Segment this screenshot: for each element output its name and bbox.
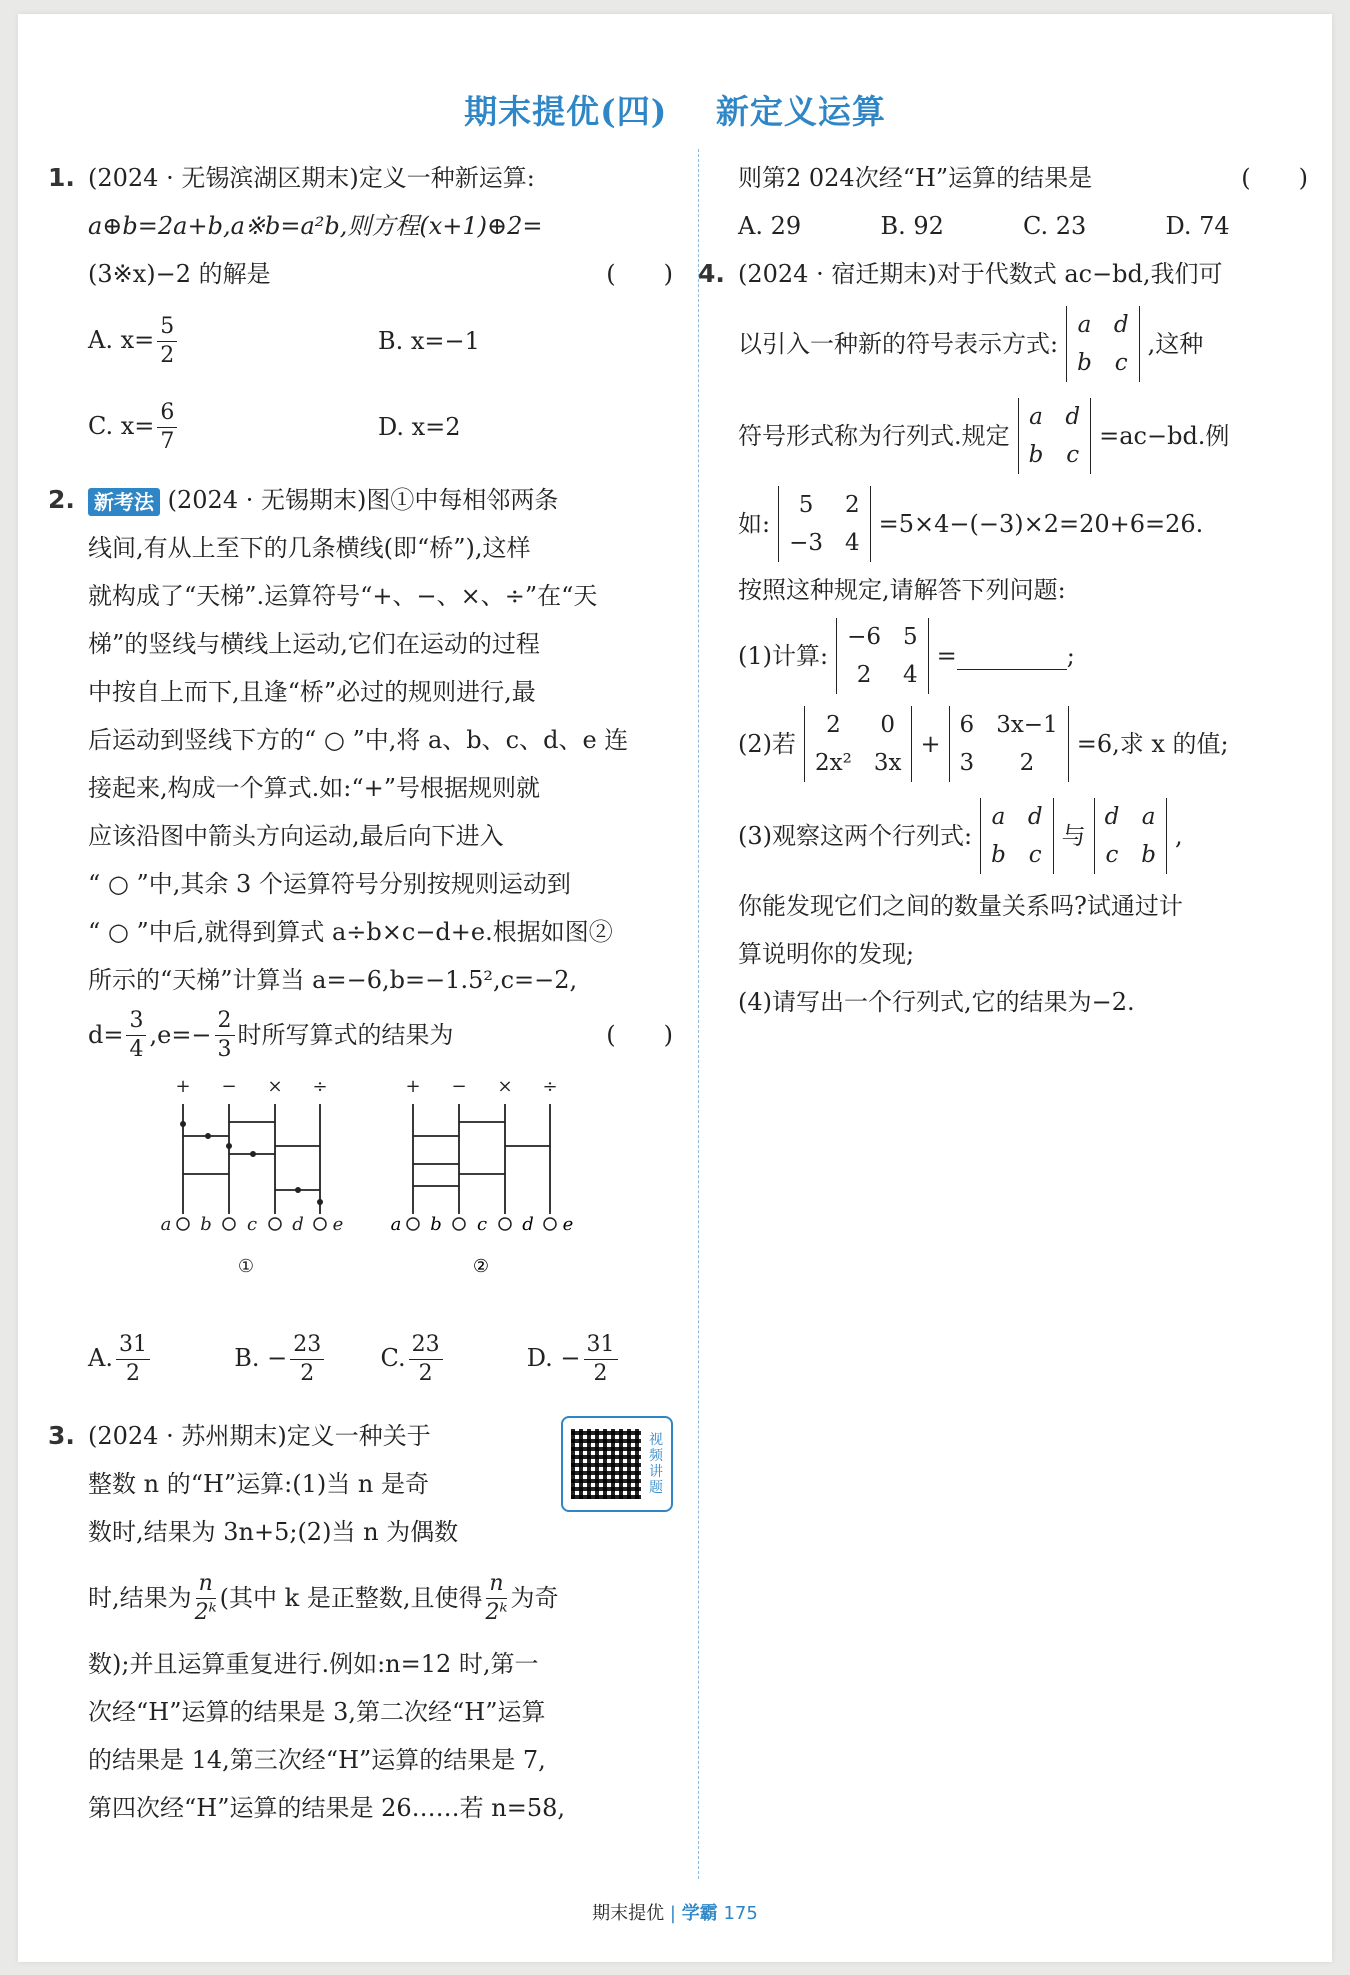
qr-code-image: [571, 1429, 641, 1499]
qr-code[interactable]: [561, 1416, 673, 1512]
var-label: b: [430, 1214, 442, 1235]
q4-part1: (1)计算: −6 5 2 4 = ;: [738, 614, 1308, 698]
q3-line: 的结果是 14,第三次经“H”运算的结果是 7,: [88, 1746, 546, 1774]
left-column: [48, 154, 673, 1284]
op-label: −: [221, 1076, 237, 1097]
answer-paren: ( ): [1241, 164, 1308, 192]
q2-line: 新考法 (2024 · 无锡期末)图①中每相邻两条: [88, 476, 673, 524]
var-label: e: [562, 1214, 574, 1235]
title-part1: 期末提优(四): [464, 92, 668, 131]
right-column: [698, 154, 1308, 1026]
footer-separator: |: [669, 1903, 676, 1924]
q2-line: 应该沿图中箭头方向运动,最后向下进入: [88, 822, 504, 850]
var-label: d: [522, 1214, 534, 1235]
q4-line: 算说明你的发现;: [738, 940, 915, 968]
option-a[interactable]: A. $\frac{31}{2}$: [88, 1331, 234, 1388]
path-arrow: [226, 1143, 232, 1149]
q4-part4: (4)请写出一个行列式,它的结果为−2.: [738, 988, 1135, 1016]
op-label: ÷: [312, 1076, 328, 1097]
option-d[interactable]: D. − $\frac{31}{2}$: [527, 1331, 673, 1388]
q2-options: [88, 1319, 673, 1399]
q4-part2: (2)若 2 0 2x² 3x + 6 3x−1 3 2 =6,求 x 的值;: [738, 698, 1308, 790]
result-circle: [544, 1218, 556, 1230]
q2-line: 就构成了“天梯”.运算符号“+、−、×、÷”在“天: [88, 582, 598, 610]
determinant: 2 0 2x² 3x: [804, 706, 912, 782]
page-title: [18, 86, 1332, 133]
video-explanation-label: 视频讲题: [649, 1432, 663, 1496]
q1-line: a⊕b=2a+b,a※b=a²b,则方程(x+1)⊕2=: [88, 212, 543, 240]
var-label: b: [200, 1214, 212, 1235]
var-label: a: [160, 1214, 172, 1235]
option-c[interactable]: C. x= $\frac{6}{7}$: [88, 399, 378, 456]
question-number: 1.: [48, 163, 75, 192]
q3-line: 数);并且运算重复进行.例如:n=12 时,第一: [88, 1650, 539, 1678]
option-b[interactable]: B. 92: [880, 212, 944, 240]
determinant: 5 2 −3 4: [778, 486, 871, 562]
op-label: −: [451, 1076, 467, 1097]
op-label: ×: [497, 1076, 513, 1097]
q4-part3: (3)观察这两个行列式: a d b c 与 d a c b ,: [738, 790, 1308, 882]
result-circle: [453, 1218, 465, 1230]
determinant: a d b c: [1066, 306, 1139, 382]
var-label: c: [246, 1214, 258, 1235]
page-number: 175: [723, 1903, 758, 1924]
option-d[interactable]: D. 74: [1165, 212, 1230, 240]
q4-line: 你能发现它们之间的数量关系吗?试通过计: [738, 892, 1183, 920]
var-label: c: [476, 1214, 488, 1235]
column-divider: [698, 149, 699, 1879]
answer-paren: ( ): [606, 260, 673, 288]
q2-options-row: [88, 1319, 673, 1399]
determinant: a d b c: [1018, 398, 1091, 474]
q2-line: “ ○ ”中后,就得到算式 a÷b×c−d+e.根据如图②: [88, 918, 613, 946]
determinant: d a c b: [1094, 798, 1167, 874]
result-circle: [223, 1218, 235, 1230]
title-part2: 新定义运算: [715, 92, 886, 131]
q4-line: 符号形式称为行列式.规定 a d b c =ac−bd.例: [738, 390, 1308, 482]
var-label: a: [390, 1214, 402, 1235]
ladder-figures: [88, 1074, 673, 1284]
figure-label: ①: [237, 1256, 255, 1277]
option-b[interactable]: B. x=−1: [378, 327, 480, 355]
determinant: 6 3x−1 3 2: [949, 706, 1069, 782]
footer-label: 期末提优: [592, 1903, 665, 1924]
q4-line: (2024 · 宿迁期末)对于代数式 ac−bd,我们可: [738, 260, 1223, 288]
determinant: −6 5 2 4: [836, 618, 929, 694]
option-b[interactable]: B. − $\frac{23}{2}$: [234, 1331, 380, 1388]
option-d[interactable]: D. x=2: [378, 413, 461, 441]
figure-label: ②: [472, 1256, 490, 1277]
q2-line: 中按自上而下,且逢“桥”必过的规则进行,最: [88, 678, 536, 706]
option-a[interactable]: A. x= $\frac{5}{2}$: [88, 313, 378, 370]
answer-paren: ( ): [606, 1021, 673, 1049]
path-arrow: [317, 1199, 323, 1205]
q2-line: 所示的“天梯”计算当 a=−6,b=−1.5²,c=−2,: [88, 966, 578, 994]
q2-line: d= $\frac{3}{4}$ ,e=− $\frac{2}{3}$ 时所写算式的结果为 ( ): [88, 1007, 673, 1062]
question-number: 4.: [698, 259, 725, 288]
page-footer: [18, 1899, 1332, 1925]
op-label: +: [405, 1076, 421, 1097]
q4-line: 以引入一种新的符号表示方式: a d b c ,这种: [738, 298, 1308, 390]
q2-line: 梯”的竖线与横线上运动,它们在运动的过程: [88, 630, 540, 658]
var-label: d: [292, 1214, 304, 1235]
option-c[interactable]: C. $\frac{23}{2}$: [381, 1331, 527, 1388]
q1-options-row: [88, 384, 673, 470]
q3-line: (2024 · 苏州期末)定义一种关于: [88, 1422, 431, 1450]
option-a[interactable]: A. 29: [738, 212, 802, 240]
question-1: [48, 154, 673, 470]
path-arrow: [295, 1187, 301, 1193]
result-circle: [499, 1218, 511, 1230]
q3-line: 数时,结果为 3n+5;(2)当 n 为偶数: [88, 1518, 459, 1546]
q3-line: 整数 n 的“H”运算:(1)当 n 是奇: [88, 1470, 429, 1498]
determinant: a d b c: [980, 798, 1053, 874]
op-label: ×: [267, 1076, 283, 1097]
path-arrow: [205, 1133, 211, 1139]
path-arrow: [250, 1151, 256, 1157]
q1-options-row: [88, 298, 673, 384]
q1-line: (3※x)−2 的解是 ( ): [88, 250, 673, 298]
result-circle: [314, 1218, 326, 1230]
new-method-badge: 新考法: [88, 488, 160, 516]
result-circle: [407, 1218, 419, 1230]
result-circle: [177, 1218, 189, 1230]
q2-line: 线间,有从上至下的几条横线(即“桥”),这样: [88, 534, 531, 562]
question-2: [48, 476, 673, 1284]
var-label: e: [332, 1214, 344, 1235]
question-number: 3.: [48, 1421, 75, 1450]
q2-line: 接起来,构成一个算式.如:“+”号根据规则就: [88, 774, 540, 802]
op-label: +: [175, 1076, 191, 1097]
question-number: 2.: [48, 485, 75, 514]
q3-line: 第四次经“H”运算的结果是 26……若 n=58,: [88, 1794, 565, 1822]
answer-blank[interactable]: [957, 643, 1067, 670]
question-3: [48, 1412, 673, 1832]
q3-continued-line: 则第2 024次经“H”运算的结果是 ( ): [738, 154, 1308, 202]
q2-line: 后运动到竖线下方的“ ○ ”中,将 a、b、c、d、e 连: [88, 726, 629, 754]
option-c[interactable]: C. 23: [1023, 212, 1087, 240]
question-4: [698, 250, 1308, 1026]
q4-example: 如: 5 2 −3 4 =5×4−(−3)×2=20+6=26.: [738, 482, 1308, 566]
op-label: ÷: [542, 1076, 558, 1097]
q1-line: (2024 · 无锡滨湖区期末)定义一种新运算:: [88, 164, 535, 192]
ladder-diagram: [88, 1074, 588, 1284]
q3-options-row: [738, 202, 1308, 250]
path-arrow: [180, 1121, 186, 1127]
footer-brand: 学霸: [681, 1903, 718, 1924]
q3-line: 次经“H”运算的结果是 3,第二次经“H”运算: [88, 1698, 546, 1726]
q4-line: 按照这种规定,请解答下列问题:: [738, 576, 1066, 604]
result-circle: [269, 1218, 281, 1230]
q2-line: “ ○ ”中,其余 3 个运算符号分别按规则运动到: [88, 870, 571, 898]
page: [18, 14, 1332, 1962]
q3-line: 时,结果为 $\frac{n}{\text{2ᵏ}}$ (其中 k 是正整数,且使得 $\frac{n}{\text{2ᵏ}}$ 为奇: [88, 1570, 559, 1625]
